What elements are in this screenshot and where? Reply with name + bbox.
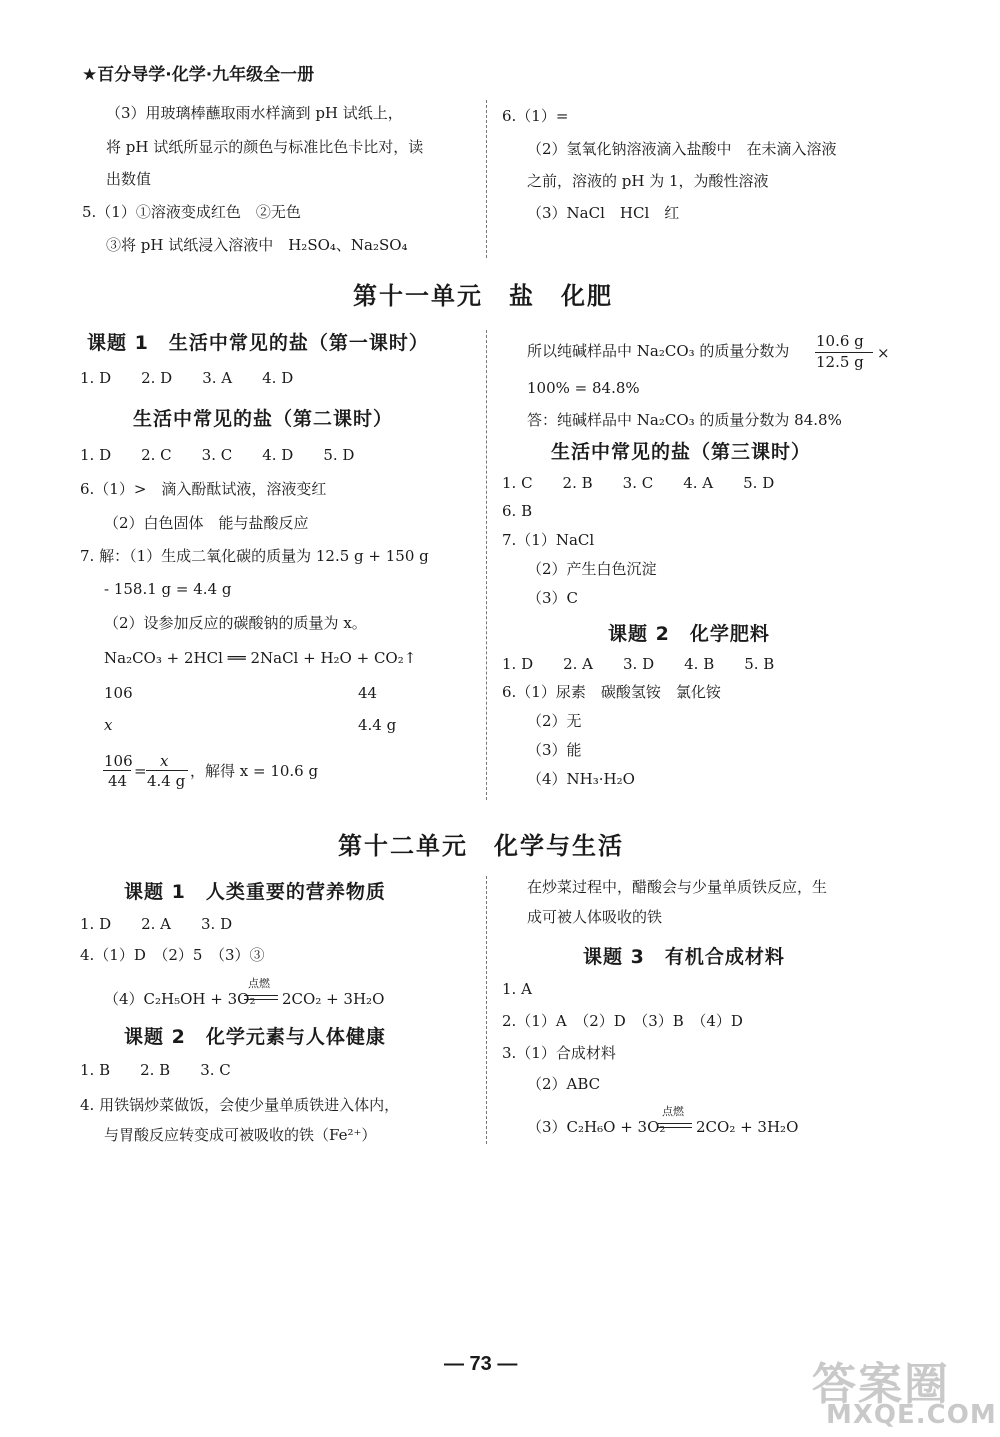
page-number: — 73 —: [444, 1353, 518, 1375]
section-title: 课题 2 化学肥料: [608, 623, 770, 645]
answer-line: 1. D 2. A 3. D 4. B 5. B: [502, 655, 775, 673]
text-line: 6.（1）=: [502, 107, 569, 125]
fraction-denominator: 12.5 g: [816, 353, 864, 371]
reaction-arrow: [658, 1123, 692, 1128]
text-line: 6.（1）> 滴入酚酞试液，溶液变红: [80, 480, 327, 498]
text-line: （2）设参加反应的碳酸钠的质量为 x。: [104, 614, 367, 632]
text-line: 4.（1）D （2）5 （3）③: [80, 946, 265, 964]
answer-line: 1. D 2. C 3. C 4. D 5. D: [80, 446, 355, 464]
reaction-arrow: [244, 995, 278, 1000]
text-line: 3.（1）合成材料: [502, 1044, 616, 1062]
section-title: 课题 3 有机合成材料: [583, 946, 785, 968]
text-line: 6.（1）尿素 碳酸氢铵 氯化铵: [502, 683, 721, 701]
text-line: （2）产生白色沉淀: [527, 560, 657, 578]
text-line: 在炒菜过程中，醋酸会与少量单质铁反应，生: [527, 878, 828, 896]
text-line: ③将 pH 试纸浸入溶液中 H₂SO₄、Na₂SO₄: [106, 236, 408, 254]
text-line: 7. 解：（1）生成二氧化碳的质量为 12.5 g + 150 g: [80, 547, 429, 565]
molar-mass: 44: [358, 684, 378, 702]
text-line: 1. A: [502, 980, 532, 998]
text-line: 成可被人体吸收的铁: [527, 908, 663, 926]
section-title: 课题 1 生活中常见的盐（第一课时）: [87, 332, 429, 354]
text-line: 4. 用铁锅炒菜做饭，会使少量单质铁进入体内，: [80, 1096, 400, 1114]
text-line: （3）用玻璃棒蘸取雨水样滴到 pH 试纸上，: [106, 104, 403, 122]
equation-left: （4）C₂H₅OH + 3O₂: [104, 990, 256, 1008]
answer-line: 1. D 2. D 3. A 4. D: [80, 369, 294, 387]
fraction-denominator: 44: [108, 772, 128, 790]
equation-right: 2CO₂ + 3H₂O: [282, 990, 385, 1008]
text-line: （3）能: [527, 741, 582, 759]
section-title: 生活中常见的盐（第三课时）: [551, 441, 812, 463]
text-line: （2）无: [527, 712, 582, 730]
text-line: 7.（1）NaCl: [502, 531, 595, 549]
book-header: ★百分导学·化学·九年级全一册: [82, 65, 315, 85]
text-line: （2）ABC: [527, 1075, 601, 1093]
text-line: 与胃酸反应转变成可被吸收的铁（Fe²⁺）: [104, 1126, 377, 1144]
text-line: - 158.1 g = 4.4 g: [104, 580, 232, 598]
section-title: 课题 2 化学元素与人体健康: [124, 1026, 386, 1048]
equation-line: Na₂CO₃ + 2HCl ══ 2NaCl + H₂O + CO₂↑: [104, 649, 417, 667]
text-line: 将 pH 试纸所显示的颜色与标准比色卡比对，读: [106, 138, 424, 156]
text-line: 5.（1）①溶液变成红色 ②无色: [82, 203, 301, 221]
text-line: （2）氢氧化钠溶液滴入盐酸中 在未滴入溶液: [527, 140, 837, 158]
answer-line: 1. C 2. B 3. C 4. A 5. D: [502, 474, 775, 492]
fraction-numerator: 10.6 g: [816, 332, 864, 350]
fraction-denominator: 4.4 g: [147, 772, 186, 790]
text-line: 出数值: [106, 170, 152, 188]
text-line: 之前，溶液的 pH 为 1，为酸性溶液: [527, 172, 769, 190]
text-line: （4）NH₃·H₂O: [527, 770, 635, 788]
unit-12-title: 第十二单元 化学与生活: [338, 832, 624, 860]
text-line: 答：纯碱样品中 Na₂CO₃ 的质量分数为 84.8%: [527, 411, 842, 429]
column-divider: [486, 330, 487, 800]
text-line: 100% = 84.8%: [527, 379, 640, 397]
answer-line: 1. D 2. A 3. D: [80, 915, 233, 933]
text-line: 2.（1）A （2）D （3）B （4）D: [502, 1012, 743, 1030]
column-divider: [486, 100, 487, 258]
equals-sign: =: [134, 762, 147, 780]
molar-mass: 106: [104, 684, 133, 702]
column-divider: [486, 876, 487, 1144]
text-line: 所以纯碱样品中 Na₂CO₃ 的质量分数为: [527, 342, 790, 360]
answer-line: 1. B 2. B 3. C: [80, 1061, 231, 1079]
unknown-mass: x: [104, 716, 113, 734]
text-line: 6. B: [502, 502, 533, 520]
section-title: 课题 1 人类重要的营养物质: [124, 881, 386, 903]
times-sign: ×: [877, 344, 890, 362]
text-line: （3）NaCl HCl 红: [527, 204, 680, 222]
equation-left: （3）C₂H₆O + 3O₂: [527, 1118, 666, 1136]
reaction-condition: 点燃: [248, 977, 270, 990]
watermark-logo: 答案圈: [812, 1359, 950, 1410]
unit-11-title: 第十一单元 盐 化肥: [353, 282, 613, 310]
known-mass: 4.4 g: [358, 716, 397, 734]
equation-right: 2CO₂ + 3H₂O: [696, 1118, 799, 1136]
text-line: （3）C: [527, 589, 579, 607]
section-title: 生活中常见的盐（第二课时）: [133, 408, 394, 430]
watermark-url: MXQE.COM: [826, 1400, 997, 1430]
fraction-numerator: x: [160, 752, 169, 770]
fraction-numerator: 106: [104, 752, 133, 770]
text-line: （2）白色固体 能与盐酸反应: [104, 514, 309, 532]
solution-text: ，解得 x = 10.6 g: [190, 762, 319, 780]
reaction-condition: 点燃: [662, 1105, 684, 1118]
